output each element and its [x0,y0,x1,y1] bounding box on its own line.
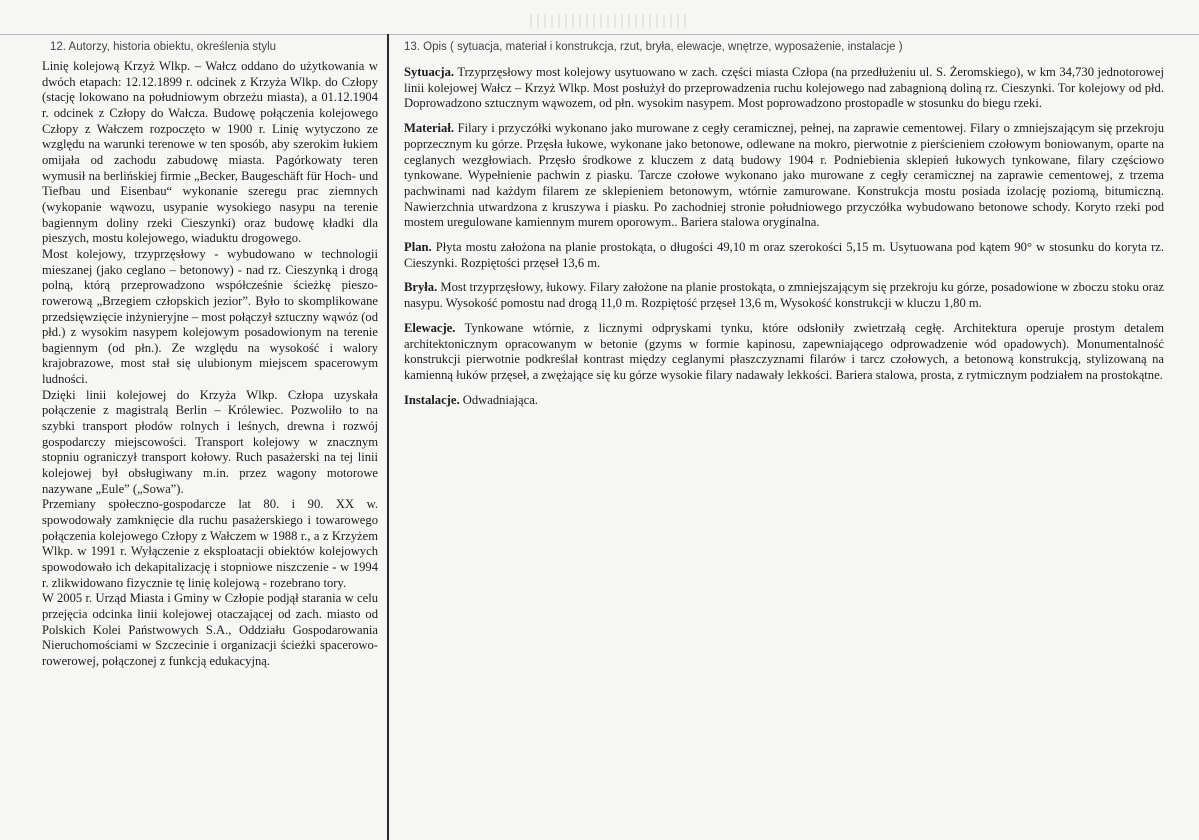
section-label: Sytuacja. [404,65,455,79]
section-label: Instalacje. [404,392,460,407]
history-paragraph: Dzięki linii kolejowej do Krzyża Wlkp. Człopa uzyskała połączenie z magistralą Berlin – Królewiec. Pozwoliło to na szybki transport płodów rolnych i leśnych, drewna i rozwój gospodarczy miejscowości. Transport kolejowy w znacznym stopniu ograniczył transport kołowy. Ruch pasażerski na tej linii kolejowej był obsługiwany m.in. przez wagony motorowe nazywane „Eule” („Sowa”). [42,387,378,496]
section-material [404,121,1164,231]
section-text: Tynkowane wtórnie, z licznymi odpryskami tynku, które odsłoniły zwietrzałą cegłę. Architektura operuje prostym detalem architektonicznym opracowanym w betonie (gzyms w formie kapinosu, zapewniającego odprowadzenie wód opadowych). Monumentalność konstrukcji pierwotnie podkreślał kontrast między ceglanymi płaszczyznami filarów i tarcz czołowych, a betonową konstrukcją, stylizowaną na kamienną łuków przęseł, a zwężające się ku górze wysokie filary nadawały lekkości. Bariera stalowa, prosta, z rytmicznym podziałem na prostokątne. [404,320,1164,382]
history-body [42,59,378,670]
section-form [404,280,1164,311]
section-text: Odwadniająca. [462,392,538,407]
section-text: Trzyprzęsłowy most kolejowy usytuowano w zach. części miasta Człopa (na przedłużeniu ul. S. Żeromskiego), w km 34,730 jednotorowej linii kolejowej Wałcz – Krzyż Wlkp. Most posłużył do przeprowadzenia ruchu kolejowego nad zabagnioną doliną rz. Cieszynki. Tor kolejowy od płd. Doprowadzono sztucznym wąwozem, od płn. wysokim nasypem. Most poprowadzono prostopadle w stosunku do biegu rzeki. [404,65,1164,111]
description-column [404,40,1164,417]
scan-artifact [530,14,690,28]
section-elevations [404,321,1164,384]
history-heading: 12. Autorzy, historia obiektu, określenia stylu [50,41,277,53]
section-situation [404,65,1164,112]
section-text: Filary i przyczółki wykonano jako murowane z cegły ceramicznej, pełnej, na zaprawie cementowej. Filary o zmniejszającym się przekroju poprzecznym ku górze. Przęsła łukowe, wykonane jako betonowe, odlewane na mokro, pierwotnie z pierścieniem czołowym boniowanym, oparte na ceglanych wezgłowiach. Przęsło środkowe z kluczem z datą budowy 1904 r. Podniebienia sklepień łukowych tynkowane, filary częściowo tynkowane. Wypełnienie pachwin z piasku. Tarcze czołowe wykonano jako murowane z cegły ceramicznej na zaprawie cementowej, z trzema pachwinami nad każdym filarem ze sklepieniem betonowym, wtórnie zamurowane. Konstrukcja mostu posiada izolację poziomą, bitumiczną. Nawierzchnia utwardzona z kruszywa i piasku. Po zachodniej stronie południowego przyczółka wybudowano betonowe schody. Koryto rzeki pod mostem uregulowane kamiennym murem oporowym.. Bariera stalowa oryginalna. [404,121,1165,230]
history-paragraph: Linię kolejową Krzyż Wlkp. – Wałcz oddano do użytkowania w dwóch etapach: 12.12.1899 r. odcinek z Krzyża Wlkp. do Człopy (stację lokowano na południowym obrzeżu miasta), a 01.12.1904 r. odcinek z Człopy do Wałcza. Budowę połączenia kolejowego Człopy z Wałczem rozpoczęto w 1900 r. Linię wytyczono ze względu na warunki terenowe w ten sposób, aby szerokim łukiem omijała od zachodu zabudowę miasta. Pagórkowaty teren wymusił na berlińskiej firmie „Becker, Baugeschäft für Hoch- und Tiefbau und Eisenbau“ wykonanie szeregu prac ziemnych (wykopanie wąwozu, usypanie wysokiego nasypu na terenie bagiennym doliny rzeki Cieszynki) oraz budowę kładki dla pieszych, mostu kolejowego, wiaduktu drogowego. [42,59,378,246]
section-text: Most trzyprzęsłowy, łukowy. Filary założone na planie prostokąta, o zmniejszającym się przekroju ku górze, posadowione w zboczu stoku oraz nasypu. Wysokość pomostu nad drogą 11,0 m. Rozpiętość przęseł 13,6 m, Wysokość konstrukcji w kluczu 1,80 m. [404,280,1164,311]
history-column [42,40,378,670]
section-plan [404,240,1164,271]
column-divider [387,34,389,840]
section-label: Bryła. [404,280,438,295]
history-paragraph: Most kolejowy, trzyprzęsłowy - wybudowano w technologii mieszanej (jako ceglano – betonowy) - nad rz. Cieszynką i drogą polną, którą przeprowadzono współcześnie ścieżkę pieszo-rowerową „Brzegiem człopskich jezior”. Było to skomplikowane przedsięwzięcie inżynieryjne – most połączył sztuczny wąwóz (od płd.) z wysokim nasypem kolejowym posadowionym na terenie bagiennym (od płn.). Ze względu na wysokość i walory krajobrazowe, most stał się ulubionym miejscem spacerowym ludności. [42,246,378,387]
history-paragraph: Przemiany społeczno-gospodarcze lat 80. i 90. XX w. spowodowały zamknięcie dla ruchu pasażerskiego i towarowego połączenia kolejowego Człopy z Wałczem w 1988 r., a z Krzyżem Wlkp. w 1991 r. Wyłączenie z eksploatacji obiektów kolejowych spowodowało ich dekapitalizację i stopniowe niszczenie - w 1994 r. zlikwidowano fizycznie tę linię kolejową - rozebrano tory. [42,497,378,590]
section-text: Płyta mostu założona na planie prostokąta, o długości 49,10 m oraz szerokości 5,15 m. Usytuowana pod kątem 90° w stosunku do koryta rz. Cieszynki. Rozpiętości przęseł 13,6 m. [404,240,1164,270]
description-body [404,65,1164,408]
top-rule [0,34,1199,35]
history-paragraph: W 2005 r. Urząd Miasta i Gminy w Człopie podjął starania w celu przejęcia odcinka linii kolejowej otaczającej od zach. miasto od Polskich Kolei Państwowych S.A., Oddziału Gospodarowania Nieruchomościami w Szczecinie i organizacji ścieżki spacerowo-rowerowej, połączonej z funkcją edukacyjną. [42,591,378,668]
section-label: Elewacje. [404,320,456,335]
section-installations [404,393,1164,409]
section-label: Materiał. [404,121,454,136]
section-label: Plan. [404,240,432,255]
description-heading: 13. Opis ( sytuacja, materiał i konstrukcja, rzut, bryła, elewacje, wnętrze, wyposażenie, instalacje ) [404,41,903,53]
